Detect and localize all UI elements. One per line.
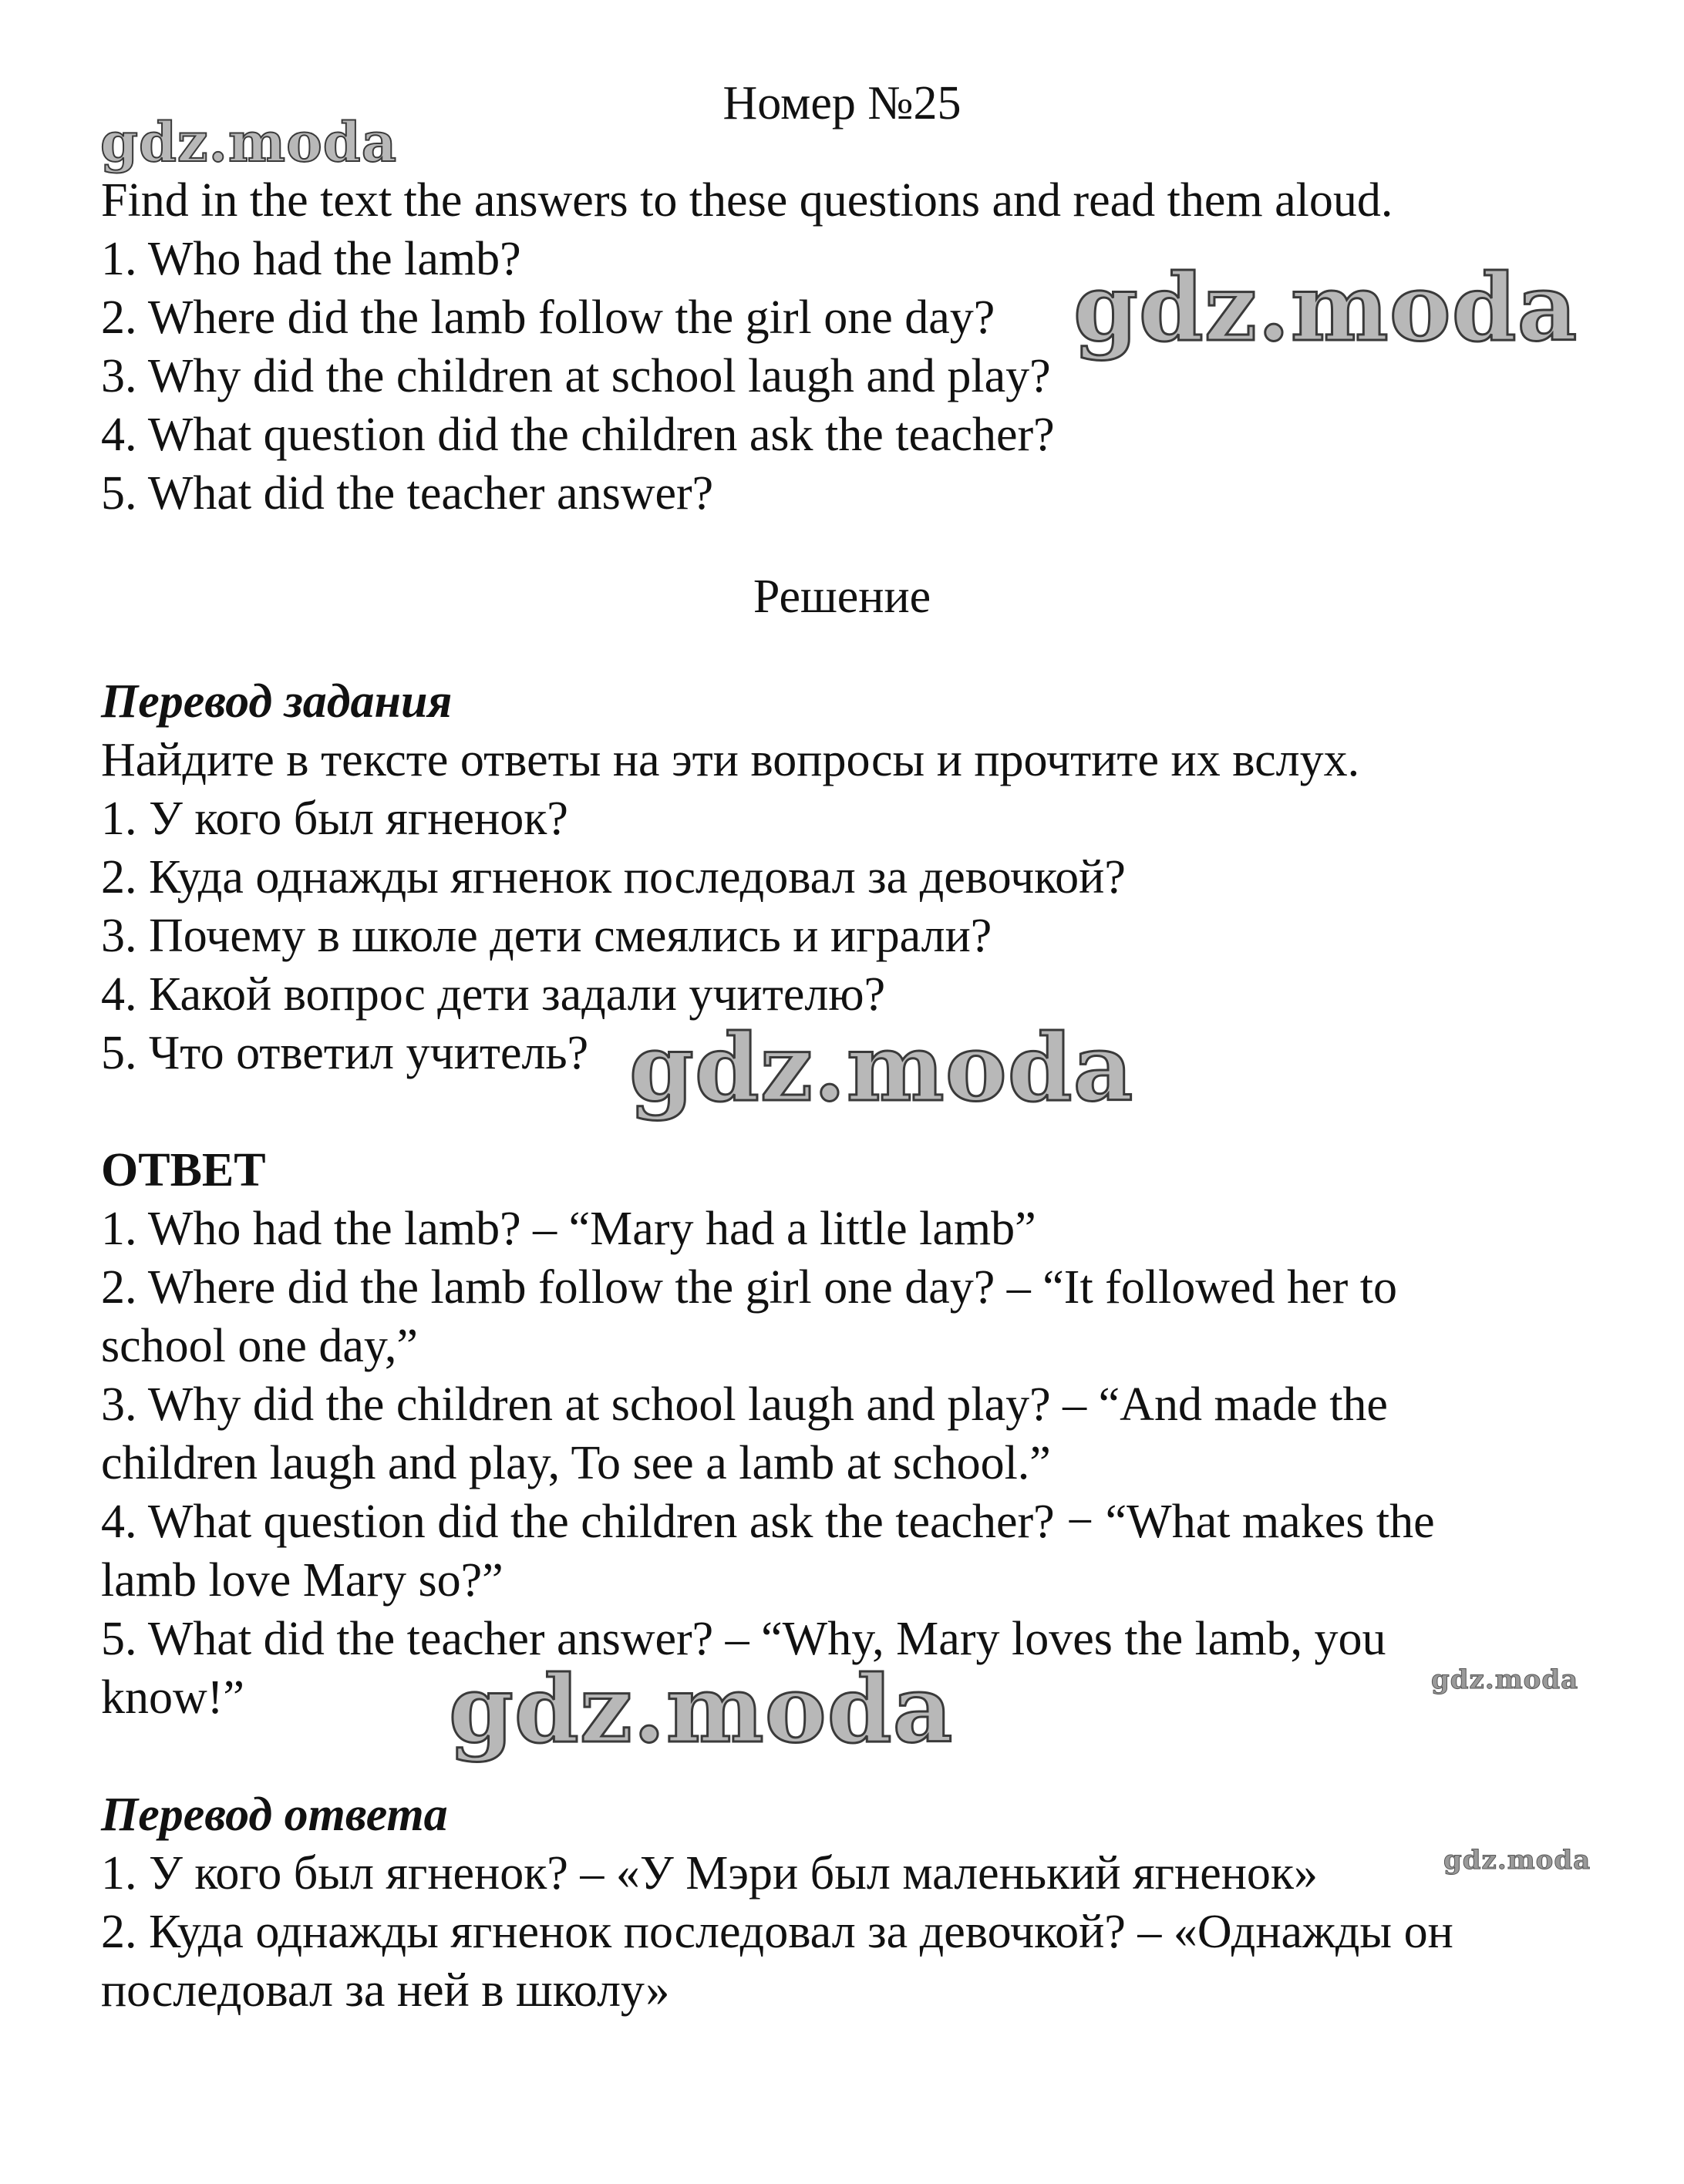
answer-line: school one day,” xyxy=(101,1320,418,1372)
task-translation-question: 5. Что ответил учитель? xyxy=(101,1027,589,1079)
answer-line: 4. What question did the children ask the teacher? − “What makes the xyxy=(101,1496,1435,1548)
watermark-logo: gdz.moda xyxy=(100,110,398,174)
task-translation-question: 3. Почему в школе дети смеялись и играли? xyxy=(101,910,992,962)
task-question: 1. Who had the lamb? xyxy=(101,233,521,285)
answer-line: 3. Why did the children at school laugh and play? – “And made the xyxy=(101,1378,1388,1431)
solution-heading: Решение xyxy=(753,570,931,623)
task-translation-question: 1. У кого был ягненок? xyxy=(101,792,568,845)
answer-line: lamb love Mary so?” xyxy=(101,1554,504,1607)
answer-translation-line: 1. У кого был ягненок? – «У Мэри был маленький ягненок» xyxy=(101,1847,1319,1900)
task-question: 4. What question did the children ask the teacher? xyxy=(101,409,1055,461)
page-title: Номер №25 xyxy=(722,77,962,130)
task-translation-instruction: Найдите в тексте ответы на эти вопросы и прочтите их вслух. xyxy=(101,734,1360,786)
answer-translation-line: последовал за ней в школу» xyxy=(101,1964,670,2017)
task-translation-heading: Перевод задания xyxy=(101,675,453,728)
watermark-logo: gdz.moda xyxy=(449,1655,954,1764)
task-question: 5. What did the teacher answer? xyxy=(101,467,714,520)
watermark-logo: gdz.moda xyxy=(629,1014,1134,1122)
answer-line: 5. What did the teacher answer? – “Why, Mary loves the lamb, you xyxy=(101,1613,1386,1665)
answer-translation-line: 2. Куда однажды ягненок последовал за девочкой? – «Однажды он xyxy=(101,1906,1453,1958)
task-translation-question: 2. Куда однажды ягненок последовал за девочкой? xyxy=(101,851,1126,904)
watermark-logo: gdz.moda xyxy=(1443,1845,1591,1876)
answer-heading: ОТВЕТ xyxy=(101,1144,266,1196)
task-question: 3. Why did the children at school laugh and play? xyxy=(101,350,1051,402)
watermark-logo: gdz.moda xyxy=(1431,1664,1579,1695)
watermark-logo: gdz.moda xyxy=(1073,254,1578,362)
answer-line: children laugh and play, To see a lamb at school.” xyxy=(101,1437,1051,1489)
task-translation-question: 4. Какой вопрос дети задали учителю? xyxy=(101,968,886,1021)
task-instruction: Find in the text the answers to these questions and read them aloud. xyxy=(101,174,1393,227)
answer-line: 2. Where did the lamb follow the girl one day? – “It followed her to xyxy=(101,1261,1397,1314)
answer-line: 1. Who had the lamb? – “Mary had a little lamb” xyxy=(101,1203,1036,1255)
task-question: 2. Where did the lamb follow the girl one day? xyxy=(101,291,995,344)
answer-line: know!” xyxy=(101,1671,244,1724)
answer-translation-heading: Перевод ответа xyxy=(101,1789,448,1841)
